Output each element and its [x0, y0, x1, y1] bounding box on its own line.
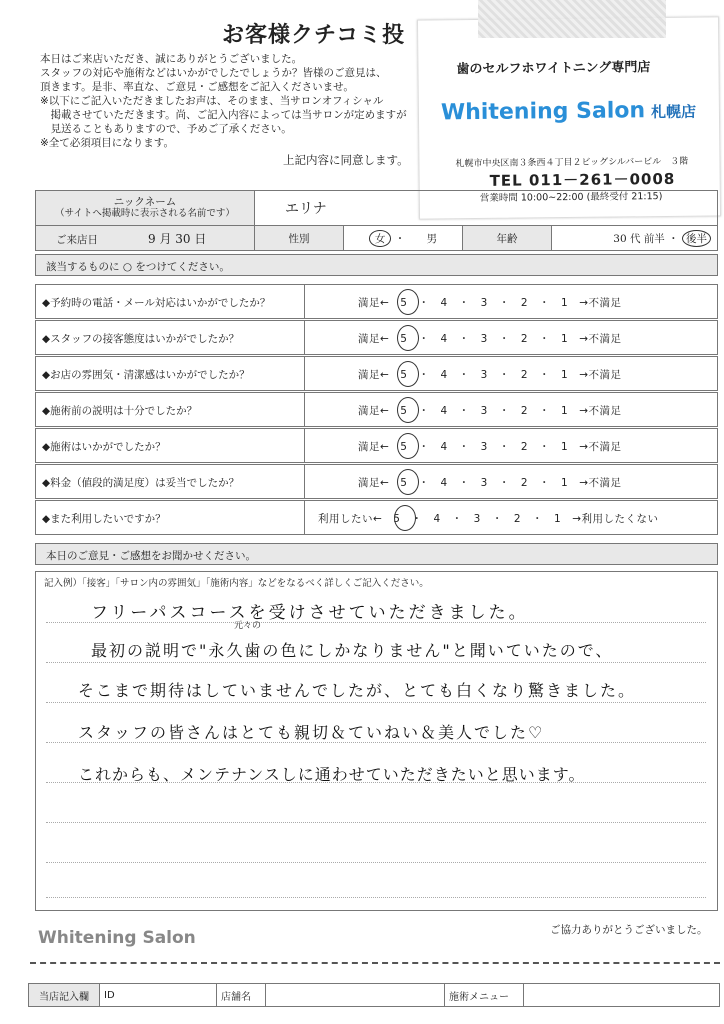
id-field[interactable]: [128, 984, 217, 1007]
age-field[interactable]: [552, 226, 718, 251]
rating-scale[interactable]: 利用したい← 5 ・ 4 ・ 3 ・ 2 ・ 1 →利用したくない: [318, 513, 659, 525]
opinion-header: 本日のご意見・ご感想をお聞かせください。: [35, 543, 718, 565]
ruled-line: [46, 822, 706, 823]
rating-scale[interactable]: 満足← 5 ・ 4 ・ 3 ・ 2 ・ 1 →不満足: [358, 477, 622, 489]
gender-female[interactable]: 女: [369, 230, 392, 247]
handwritten-line: フリーパスコースを受けさせていただきました。: [91, 603, 529, 623]
intro-text: [40, 52, 420, 150]
comment-box[interactable]: [35, 571, 718, 911]
question-text: ◆スタッフの接客態度はいかがでしたか？: [42, 333, 240, 345]
staff-label: 当店記入欄: [29, 984, 100, 1007]
intro-line: 掲載させていただきます。尚、ご記入内容によっては当サロンが定めますが: [40, 109, 407, 121]
age-back[interactable]: 後半: [682, 230, 711, 247]
info-table: [35, 190, 718, 251]
footer-logo: Whitening Salon: [38, 928, 196, 948]
age-sep: ・: [668, 232, 679, 245]
question-row: [35, 356, 718, 391]
question-text: ◆また利用したいですか？: [42, 513, 166, 525]
gender-field[interactable]: [344, 226, 463, 251]
divider: [304, 465, 305, 498]
section-mark: 該当するものに ○ をつけてください。: [35, 254, 718, 276]
nickname-field[interactable]: エリナ: [255, 191, 718, 226]
nickname-note: （サイトへ掲載時に表示される名前です）: [55, 208, 235, 219]
thanks-text: ご協力ありがとうございました。: [550, 924, 708, 936]
question-text: ◆予約時の電話・メール対応はいかがでしたか？: [42, 297, 271, 309]
divider: [304, 285, 305, 318]
gender-male[interactable]: 男: [426, 232, 438, 245]
question-text: ◆料金（値段的満足度）は妥当でしたか？: [42, 477, 240, 489]
shop-label: 店舗名: [217, 984, 266, 1007]
ruled-line: [46, 897, 706, 898]
card-tel: TEL 011－261－0008: [489, 169, 676, 190]
intro-line: 本日はご来店いただき、誠にありがとうございました。: [40, 53, 303, 65]
selected-circle: [397, 469, 419, 495]
visit-label: [36, 226, 255, 251]
divider: [304, 501, 305, 534]
selected-circle: [397, 289, 419, 315]
divider: [304, 393, 305, 426]
question-text: ◆施術前の説明は十分でしたか？: [42, 405, 198, 417]
age-label: 年齢: [463, 226, 552, 251]
card-catch: 歯のセルフホワイトニング専門店: [456, 60, 651, 78]
gender-label: 性別: [255, 226, 344, 251]
age-front[interactable]: 前半: [643, 232, 665, 245]
cut-line: [30, 962, 720, 964]
rating-scale[interactable]: 満足← 5 ・ 4 ・ 3 ・ 2 ・ 1 →不満足: [358, 405, 622, 417]
selected-circle: [397, 433, 419, 459]
intro-line: ※全て必須項目になります。: [40, 137, 174, 149]
question-row: [35, 284, 718, 319]
divider: [304, 321, 305, 354]
ruled-line: [46, 862, 706, 863]
id-label: ID: [100, 984, 129, 1007]
handwritten-line: スタッフの皆さんはとても親切＆ていねい＆美人でした♡: [78, 723, 545, 742]
card-branch: 札幌店: [651, 102, 697, 122]
selected-circle: [397, 325, 419, 351]
ruled-line: [46, 662, 706, 663]
question-row: [35, 428, 718, 463]
intro-line: スタッフの対応や施術などはいかがでしたでしょうか？皆様のご意見は、: [40, 67, 387, 79]
rating-scale[interactable]: 満足← 5 ・ 4 ・ 3 ・ 2 ・ 1 →不満足: [358, 297, 622, 309]
question-row: [35, 320, 718, 355]
menu-label: 施術メニュー: [445, 984, 524, 1007]
ruled-line: [46, 702, 706, 703]
age-value[interactable]: 30 代: [613, 232, 641, 245]
example-text: 記入例）「接客」「サロン内の雰囲気」「施術内容」などをなるべく詳しくご記入ください。: [44, 578, 429, 589]
handwritten-line: そこまで期待はしていませんでしたが、とても白くなり驚きました。: [78, 681, 637, 700]
staff-table: [28, 983, 720, 1007]
question-text: ◆お店の雰囲気・清潔感はいかがでしたか？: [42, 369, 250, 381]
card-logo-text: Whitening Salon: [440, 98, 646, 126]
intro-line: 見送ることもありますので、予めご了承ください。: [40, 123, 292, 135]
rating-scale[interactable]: 満足← 5 ・ 4 ・ 3 ・ 2 ・ 1 →不満足: [358, 441, 622, 453]
selected-circle: [397, 361, 419, 387]
divider: [304, 429, 305, 462]
selected-circle: [394, 505, 416, 531]
nickname-label: ニックネーム: [113, 196, 177, 208]
rating-scale[interactable]: 満足← 5 ・ 4 ・ 3 ・ 2 ・ 1 →不満足: [358, 333, 622, 345]
rating-scale[interactable]: 満足← 5 ・ 4 ・ 3 ・ 2 ・ 1 →不満足: [358, 369, 622, 381]
page-title: お客様クチコミ投: [222, 23, 406, 48]
question-text: ◆施術はいかがでしたか？: [42, 441, 166, 453]
visit-label-text: ご来店日: [56, 233, 98, 246]
gender-sep: ・: [394, 232, 406, 245]
nickname-label-cell: [36, 191, 255, 226]
shop-field[interactable]: [266, 984, 445, 1007]
question-row: [35, 464, 718, 499]
card-hours: 営業時間 10:00~22:00 (最終受付 21:15): [479, 191, 663, 204]
card-address: 札幌市中央区南３条西４丁目２ビッグシルバービル ３階: [455, 156, 689, 170]
intro-line: 頂きます。是非、率直な、ご意見・ご感想をご記入くださいませ。: [40, 81, 354, 93]
handwritten-note: 元々の: [234, 621, 262, 631]
tape: [478, 0, 666, 38]
menu-field[interactable]: [524, 984, 720, 1007]
visit-value[interactable]: 9 月 30 日: [148, 231, 207, 246]
card-logo: [441, 98, 696, 126]
intro-line: ※以下にご記入いただきましたお声は、そのまま、当サロンオフィシャル: [40, 95, 384, 107]
agree-text: 上記内容に同意します。: [283, 153, 409, 167]
question-row: [35, 392, 718, 427]
divider: [304, 357, 305, 390]
handwritten-line: 最初の説明で"永久歯の色にしかなりません"と聞いていたので、: [91, 641, 614, 660]
handwritten-line: これからも、メンテナンスしに通わせていただきたいと思います。: [78, 765, 586, 784]
question-row: [35, 500, 718, 535]
selected-circle: [397, 397, 419, 423]
